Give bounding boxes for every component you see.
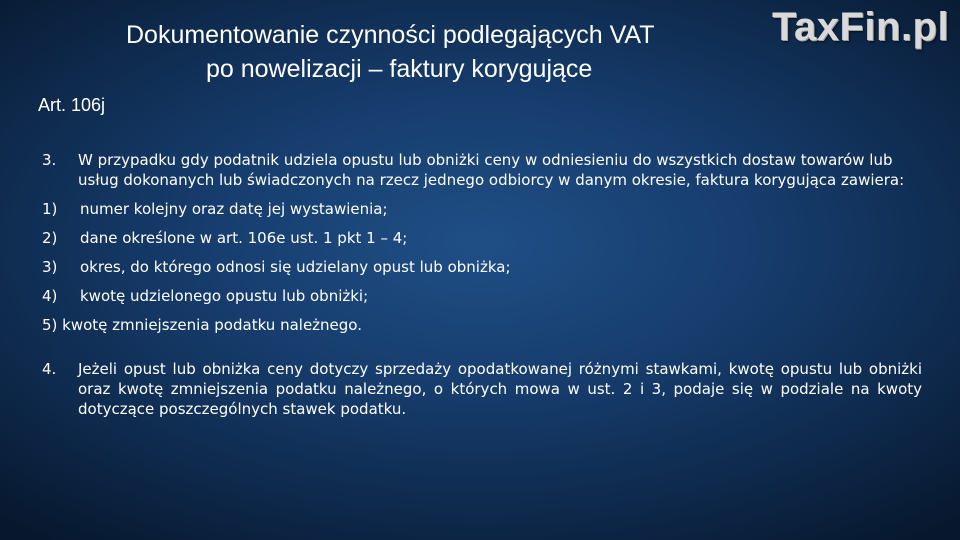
list-item (42, 228, 922, 248)
list-item-text: kwotę udzielonego opustu lub obniżki; (80, 287, 369, 305)
list-item-number: 3) (42, 258, 58, 276)
list-item-text: numer kolejny oraz datę jej wystawienia; (80, 200, 388, 218)
paragraph-4-text: Jeżeli opust lub obniżka ceny dotyczy sprzedaży opodatkowanej różnymi stawkami, kwotę opustu lub obniżki oraz kwotę zmniejszenia podatku należnego, o których mowa w ust. 2 i 3, podaje się w podziale na kwoty dotyczące poszczególnych stawek podatku. (78, 360, 922, 418)
paragraph-4-number: 4. (42, 360, 57, 378)
list-item (42, 257, 922, 277)
list-item-text: okres, do którego odnosi się udzielany opust lub obniżka; (80, 258, 511, 276)
spacer (42, 335, 922, 359)
list-item (42, 286, 922, 306)
paragraph-3-text: W przypadku gdy podatnik udziela opustu lub obniżki ceny w odniesieniu do wszystkich dostaw towarów lub usług dokonanych lub świadczonych na rzecz jednego odbiorcy w danym okresie, faktura korygująca zawiera: (78, 151, 905, 189)
paragraph-4 (42, 359, 922, 419)
title-line-1: Dokumentowanie czynności podlegających VAT (126, 21, 655, 49)
slide-content (42, 150, 922, 419)
article-reference: Art. 106j (38, 95, 106, 115)
list-item-number: 1) (42, 200, 58, 218)
list-item-number: 2) (42, 229, 58, 247)
slide-title (126, 18, 766, 86)
taxfin-logo: TaxFin.pl (772, 5, 950, 49)
paragraph-3-number: 3. (42, 151, 57, 169)
title-line-2: po nowelizacji – faktury korygujące (206, 55, 593, 83)
list-item (42, 199, 922, 219)
list-item-number: 4) (42, 287, 58, 305)
list-item-5: 5) kwotę zmniejszenia podatku należnego. (42, 316, 362, 334)
list-item-text: dane określone w art. 106e ust. 1 pkt 1 – 4; (80, 229, 408, 247)
paragraph-3 (42, 150, 922, 190)
